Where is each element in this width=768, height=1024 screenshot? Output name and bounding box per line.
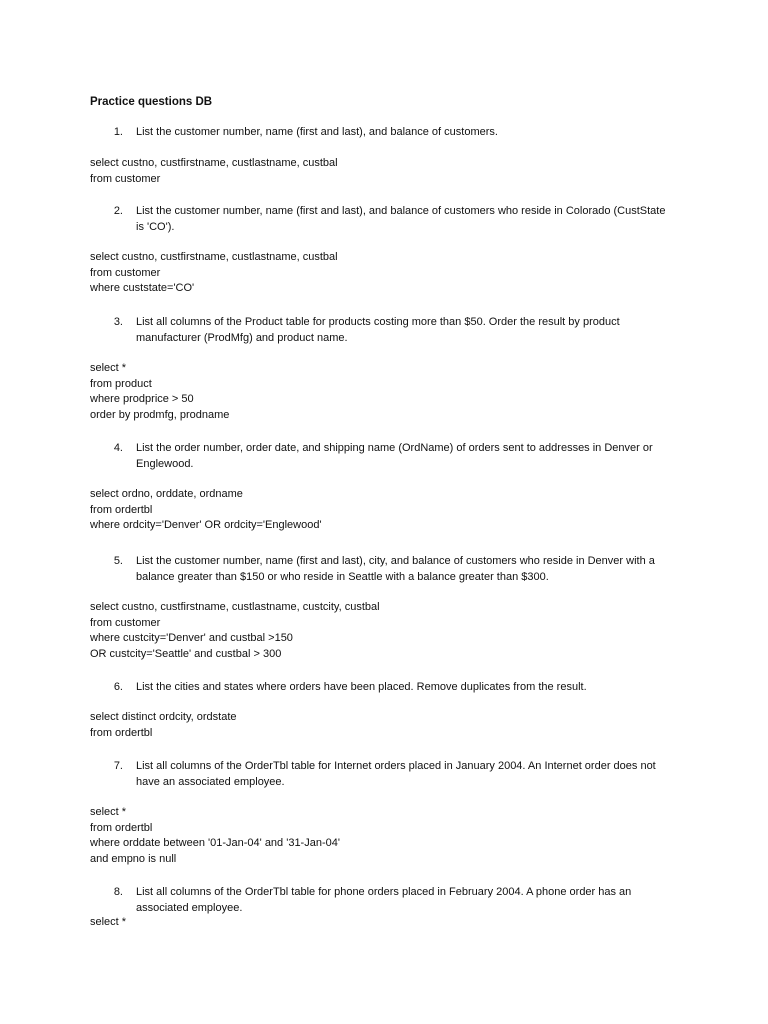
sql-line: from customer <box>90 266 161 279</box>
question-text: List the order number, order date, and shipping name (OrdName) of orders sent to addresses in Denver or Englewood. <box>136 442 653 470</box>
answer-1 <box>90 156 730 187</box>
sql-line: where ordcity='Denver' OR ordcity='Englewood' <box>90 519 322 532</box>
answer-8 <box>90 915 730 931</box>
sql-line: from ordertbl <box>90 503 153 516</box>
answer-3 <box>90 361 730 424</box>
sql-line: from customer <box>90 616 161 629</box>
question-1 <box>90 124 690 140</box>
sql-line: from ordertbl <box>90 821 153 834</box>
question-text: List all columns of the OrderTbl table for Internet orders placed in January 2004. An Internet order does not have an associated employee. <box>136 760 656 788</box>
sql-line: where prodprice > 50 <box>90 393 194 406</box>
question-number: 5. <box>113 555 123 567</box>
question-text: List the customer number, name (first and last), city, and balance of customers who reside in Denver with a balance greater than $150 or who reside in Seattle with a balance greater than $300. <box>136 555 655 583</box>
question-7 <box>90 758 690 790</box>
question-6 <box>90 679 690 695</box>
sql-line: where custcity='Denver' and custbal >150 <box>90 632 293 645</box>
sql-line: from product <box>90 377 152 390</box>
sql-line: select custno, custfirstname, custlastname, custbal <box>90 157 338 169</box>
sql-line: select custno, custfirstname, custlastname, custbal <box>90 251 338 263</box>
question-4 <box>90 440 690 472</box>
question-number: 4. <box>113 442 123 454</box>
question-number: 1. <box>113 126 123 138</box>
question-8 <box>90 884 690 916</box>
question-text: List the cities and states where orders have been placed. Remove duplicates from the result. <box>136 681 587 693</box>
sql-line: where custstate='CO' <box>90 282 195 295</box>
answer-4 <box>90 487 730 534</box>
answer-7 <box>90 805 730 868</box>
question-number: 2. <box>113 205 123 217</box>
sql-line: OR custcity='Seattle' and custbal > 300 <box>90 648 282 661</box>
answer-6 <box>90 710 730 741</box>
sql-line: and empno is null <box>90 853 177 866</box>
question-text: List the customer number, name (first and last), and balance of customers who reside in Colorado (CustState is 'CO'). <box>136 205 666 233</box>
document-title: Practice questions DB <box>90 96 213 108</box>
answer-2 <box>90 250 730 297</box>
question-number: 8. <box>113 886 123 898</box>
question-5 <box>90 553 690 585</box>
question-2 <box>90 203 690 235</box>
answer-5 <box>90 600 730 663</box>
sql-line: select * <box>90 362 127 374</box>
sql-line: select custno, custfirstname, custlastname, custcity, custbal <box>90 601 380 613</box>
question-number: 6. <box>113 681 123 693</box>
sql-line: order by prodmfg, prodname <box>90 409 230 422</box>
sql-line: select * <box>90 916 127 928</box>
question-number: 7. <box>113 760 123 772</box>
question-text: List the customer number, name (first and last), and balance of customers. <box>136 126 498 138</box>
question-text: List all columns of the Product table for products costing more than $50. Order the result by product manufacturer (ProdMfg) and product name. <box>136 316 620 344</box>
question-number: 3. <box>113 316 123 328</box>
sql-line: from customer <box>90 172 161 185</box>
sql-line: from ordertbl <box>90 726 153 739</box>
sql-line: select * <box>90 806 127 818</box>
question-3 <box>90 314 690 346</box>
sql-line: select ordno, orddate, ordname <box>90 488 243 500</box>
question-text: List all columns of the OrderTbl table for phone orders placed in February 2004. A phone order has an associated employee. <box>136 886 632 914</box>
sql-line: where orddate between '01-Jan-04' and '31-Jan-04' <box>90 837 340 850</box>
sql-line: select distinct ordcity, ordstate <box>90 711 237 723</box>
